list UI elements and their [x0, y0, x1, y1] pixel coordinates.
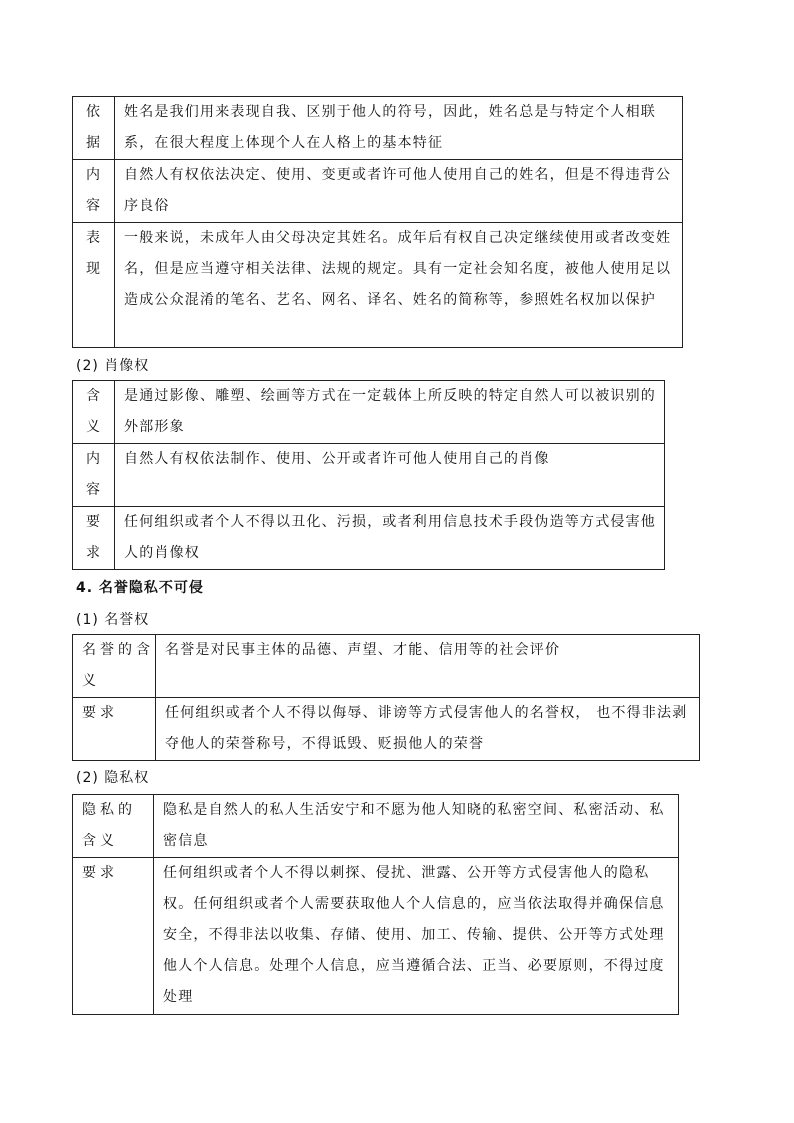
privacy-right-table [72, 794, 679, 1015]
row-label: 名誉的含义 [73, 635, 156, 698]
row-label: 含义 [73, 381, 115, 444]
section-heading: 4. 名誉隐私不可侵 [76, 580, 204, 596]
row-content: 自然人有权依法制作、使用、公开或者许可他人使用自己的肖像 [115, 444, 665, 507]
row-label: 内容 [73, 160, 115, 223]
table-row [73, 635, 700, 698]
row-label: 依据 [73, 97, 115, 160]
table-row [73, 795, 679, 858]
row-label: 要求 [73, 858, 154, 1015]
table-row [73, 507, 665, 570]
row-content: 任何组织或者个人不得以侮辱、诽谤等方式侵害他人的名誉权， 也不得非法剥夺他人的荣誉称号，不得诋毁、贬损他人的荣誉 [156, 698, 700, 761]
table-row [73, 160, 683, 223]
row-label: 隐私的含义 [73, 795, 154, 858]
portrait-heading: (2) 肖像权 [76, 358, 150, 374]
table-row [73, 698, 700, 761]
row-content: 姓名是我们用来表现自我、区别于他人的符号，因此，姓名总是与特定个人相联系，在很大程度上体现个人在人格上的基本特征 [115, 97, 683, 160]
row-label: 表现 [73, 223, 115, 348]
table-row [73, 858, 679, 1015]
row-content: 任何组织或者个人不得以刺探、侵扰、泄露、公开等方式侵害他人的隐私权。任何组织或者个人需要获取他人个人信息的，应当依法取得并确保信息安全，不得非法以收集、存储、使用、加工、传输、提供、公开等方式处理他人个人信息。处理个人信息，应当遵循合法、正当、必要原则，不得过度处理 [154, 858, 679, 1015]
name-right-table [72, 96, 683, 348]
privacy-heading: (2) 隐私权 [76, 770, 150, 786]
row-content: 隐私是自然人的私人生活安宁和不愿为他人知晓的私密空间、私密活动、私密信息 [154, 795, 679, 858]
row-label: 要求 [73, 698, 156, 761]
row-content: 自然人有权依法决定、使用、变更或者许可他人使用自己的姓名，但是不得违背公序良俗 [115, 160, 683, 223]
row-content: 任何组织或者个人不得以丑化、污损，或者利用信息技术手段伪造等方式侵害他人的肖像权 [115, 507, 665, 570]
row-label: 内容 [73, 444, 115, 507]
table-row [73, 97, 683, 160]
reputation-right-table [72, 634, 700, 761]
row-content: 一般来说，未成年人由父母决定其姓名。成年后有权自己决定继续使用或者改变姓名，但是应当遵守相关法律、法规的规定。具有一定社会知名度，被他人使用足以造成公众混淆的笔名、艺名、网名、译名、姓名的简称等，参照姓名权加以保护 [115, 223, 683, 348]
row-content: 是通过影像、雕塑、绘画等方式在一定载体上所反映的特定自然人可以被识别的外部形象 [115, 381, 665, 444]
table-row [73, 444, 665, 507]
table-row [73, 381, 665, 444]
reputation-heading: (1) 名誉权 [76, 612, 150, 628]
portrait-right-table [72, 380, 665, 570]
row-label: 要求 [73, 507, 115, 570]
row-content: 名誉是对民事主体的品德、声望、才能、信用等的社会评价 [156, 635, 700, 698]
table-row [73, 223, 683, 348]
